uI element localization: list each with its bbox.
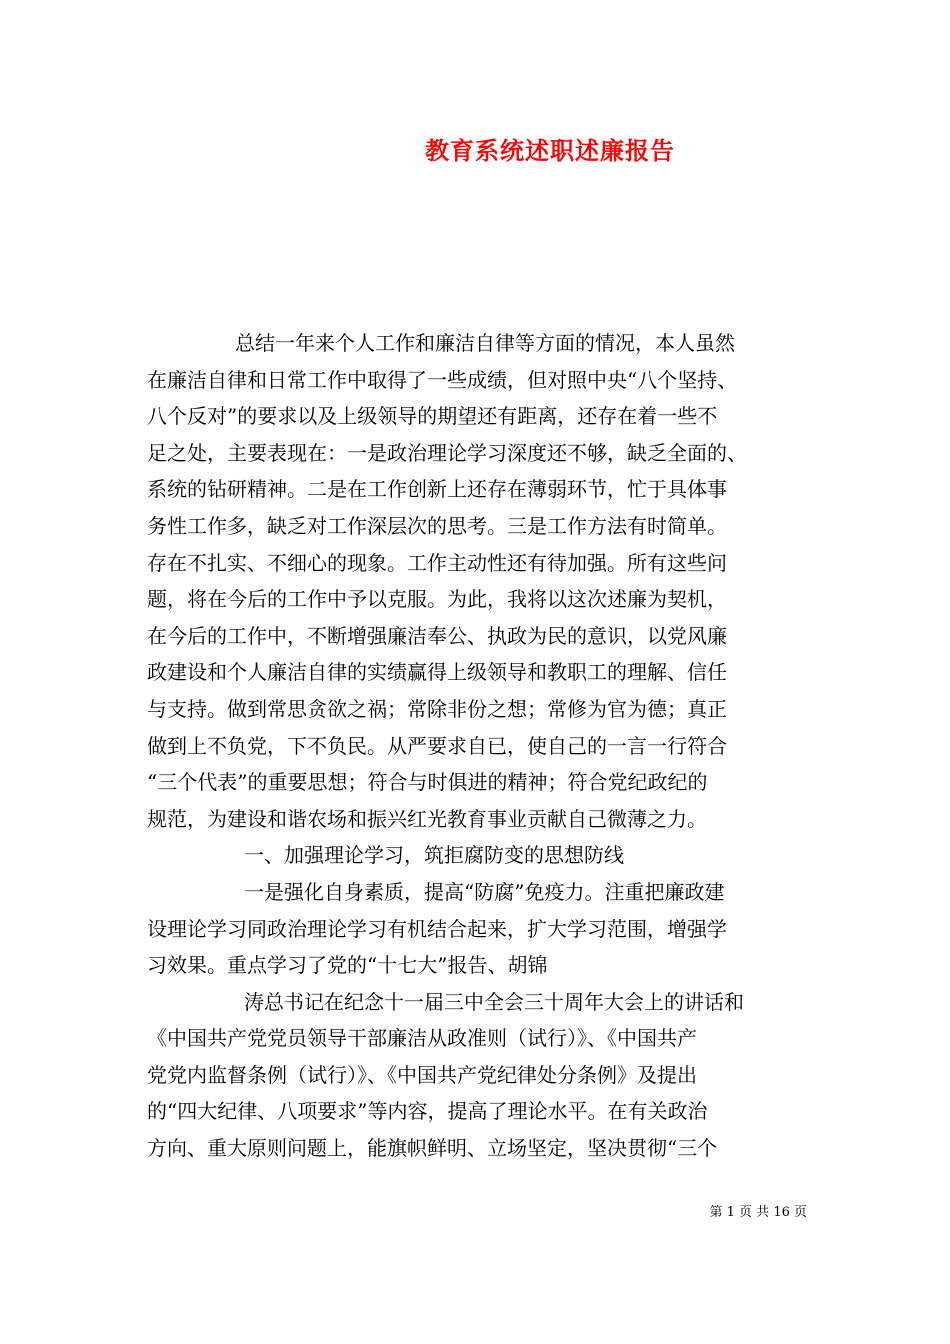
body-line: 存在不扎实、不细心的现象。工作主动性还有待加强。所有这些问 xyxy=(147,550,727,575)
body-line: 设理论学习同政治理论学习有机结合起来，扩大学习范围，增强学 xyxy=(147,916,727,941)
body-line: 在今后的工作中，不断增强廉洁奉公、执政为民的意识，以党风廉 xyxy=(147,623,727,648)
body-line: 与支持。做到常思贪欲之祸；常除非份之想；常修为官为德；真正 xyxy=(147,696,727,721)
body-line: 系统的钻研精神。二是在工作创新上还存在薄弱环节，忙于具体事 xyxy=(147,477,727,502)
body-line: 的“四大纪律、八项要求”等内容，提高了理论水平。在有关政治 xyxy=(147,1099,708,1124)
body-line: 八个反对”的要求以及上级领导的期望还有距离，还存在着一些不 xyxy=(147,404,718,429)
body-line: 足之处，主要表现在：一是政治理论学习深度还不够，缺乏全面的、 xyxy=(147,440,747,465)
body-line: 《中国共产党党员领导干部廉洁从政准则（试行）》、《中国共产 xyxy=(147,1026,697,1051)
body-line: 题，将在今后的工作中予以克服。为此，我将以这次述廉为契机， xyxy=(147,587,727,612)
body-line: 习效果。重点学习了党的“十七大”报告、胡锦 xyxy=(147,953,548,978)
body-line: 涛总书记在纪念十一届三中全会三十周年大会上的讲话和 xyxy=(244,989,744,1014)
body-line: “三个代表”的重要思想；符合与时俱进的精神；符合党纪政纪的 xyxy=(147,770,708,795)
document-title: 教育系统述职述廉报告 xyxy=(425,136,675,165)
document-body xyxy=(147,325,807,1167)
body-line: 规范，为建设和谐农场和振兴红光教育事业贡献自己微薄之力。 xyxy=(147,806,707,831)
page-number: 第 1 页 共 16 页 xyxy=(709,1205,807,1220)
body-line: 务性工作多，缺乏对工作深层次的思考。三是工作方法有时简单。 xyxy=(147,513,727,538)
body-line: 党党内监督条例（试行）》、《中国共产党纪律处分条例》及提出 xyxy=(147,1062,697,1087)
body-line: 一是强化自身素质，提高“防腐”免疫力。注重把廉政建 xyxy=(244,879,725,904)
body-line: 方向、重大原则问题上，能旗帜鲜明、立场坚定，坚决贯彻“三个 xyxy=(147,1136,718,1161)
body-line: 在廉洁自律和日常工作中取得了一些成绩，但对照中央“八个坚持、 xyxy=(147,367,738,392)
body-line: 做到上不负党，下不负民。从严要求自已，使自己的一言一行符合 xyxy=(147,733,727,758)
body-line: 总结一年来个人工作和廉洁自律等方面的情况，本人虽然 xyxy=(235,331,735,355)
body-line: 政建设和个人廉洁自律的实绩赢得上级领导和教职工的理解、信任 xyxy=(147,660,727,685)
section-heading: 一、加强理论学习，筑拒腐防变的思想防线 xyxy=(244,843,624,868)
